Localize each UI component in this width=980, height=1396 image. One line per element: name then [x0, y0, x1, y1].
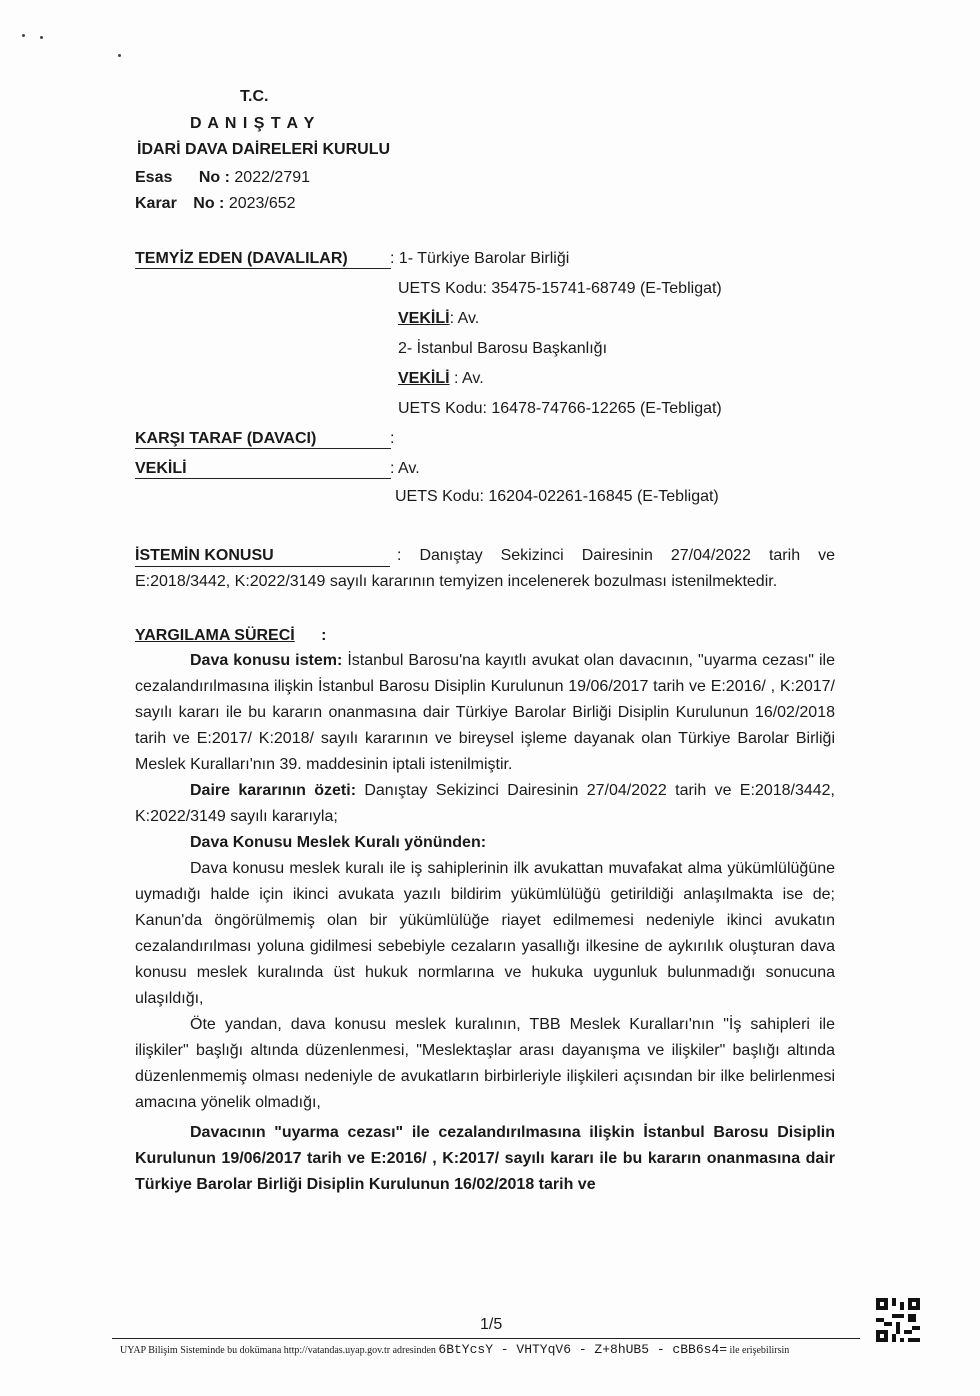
karsi-value: : [390, 430, 395, 447]
yargilama-title: YARGILAMA SÜRECİ [135, 627, 295, 644]
page-number: 1/5 [480, 1316, 503, 1333]
istem-text: : Danıştay Sekizinci Dairesinin 27/04/2022 tarih ve E:2018/3442, K:2022/3149 sayılı kararının temyizen incelenerek bozulması istenilmektedir. [135, 547, 835, 590]
temyiz-1: : 1- Türkiye Barolar Birliği [390, 250, 570, 267]
header-kurul: İDARİ DAVA DAİRELERİ KURULU [137, 141, 391, 158]
scan-speck [40, 36, 43, 39]
karar-label: Karar [135, 195, 177, 212]
karar-row [135, 191, 296, 217]
paragraph-davaci-cezasi: Davacının "uyarma cezası" ile cezalandırılmasına ilişkin İstanbul Barosu Disiplin Kurulunun 19/06/2017 tarih ve E:2016/ , K:2017/ sayılı kararı ile bu kararın onanmasına dair Türkiye Barolar Birliği Disiplin Kurulunun 16/02/2018 tarih ve [135, 1124, 835, 1193]
scan-speck [22, 34, 25, 37]
header-tc: T.C. [240, 88, 269, 105]
paragraph-heading: Dava konusu istem: [190, 652, 343, 669]
footer-divider [112, 1338, 860, 1339]
vekil-value: : Av. [454, 370, 484, 387]
header-danistay: D A N I Ş T A Y [190, 115, 316, 132]
yargilama-colon: : [321, 627, 327, 644]
temyiz-2-vekil-row [398, 366, 484, 392]
paragraph-meslek-kurali: Dava konusu meslek kuralı ile iş sahiplerinin ilk avukattan muvafakat alma yükümlülüğüne uymadığı halde için ikinci avukata yazılı bildirim yükümlülüğü getirildiği anlaşılmakta ise de; Kanun'da öngörülmemiş olan bir yükümlülüğe riayet edilmemesi nedeniyle ikinci avukatın cezalandırılması yoluna gidilmesi sebebiyle cezaların yasallığı ilkesine de aykırılık oluşturan dava konusu meslek kuralında üst hukuk normlarına ve hukuka uygunluk bulunmadığı sonucuna ulaşıldığı, [135, 860, 835, 1007]
paragraph-text: İstanbul Barosu'na kayıtlı avukat olan davacının, "uyarma cezası" ile cezalandırılmasına ilişkin İstanbul Barosu Disiplin Kurulunun 19/06/2017 tarih ve E:2016/ , K:2017/ sayılı kararı ile bu kararın onanmasına dair Türkiye Barolar Birliği Disiplin Kurulunun 16/02/2018 tarih ve E:2017/ K:2018/ sayılı kararının ve bireysel işleme dayanak olan Türkiye Barolar Birliği Meslek Kuralları'nın 39. maddesinin iptali istenilmiştir. [135, 652, 836, 773]
paragraph-text: Danıştay Sekizinci Dairesinin 27/04/2022 tarih ve E:2018/3442, K:2022/3149 sayılı kararıyla; [135, 782, 835, 825]
vekil-label: VEKİLİ [398, 310, 450, 327]
yargilama-label [135, 623, 327, 649]
yargilama-body [135, 648, 835, 1198]
paragraph-daire-karari [135, 778, 835, 830]
footer [120, 1342, 860, 1357]
temyiz-2-uets: UETS Kodu: 16478-74766-12265 (E-Tebligat) [398, 400, 722, 417]
footer-suffix: ile erişebilirsin [729, 1345, 790, 1356]
paragraph-ote-yandan: Öte yandan, dava konusu meslek kuralının, TBB Meslek Kuralları'nın "İş sahipleri ile ilişkiler" başlığı altında düzenlenmesi, "Meslektaşlar arası dayanışma ve ilişkiler" başlığı altında düzenlenmemiş olması nedeniyle de avukatların birbirleriyle ilişkileri açısından bir ilke belirlenmesi amacına yönelik olmadığı, [135, 1016, 835, 1111]
temyiz-1-uets: UETS Kodu: 35475-15741-68749 (E-Tebligat) [398, 280, 722, 297]
underline [135, 448, 391, 449]
esas-no-label: No : [198, 169, 230, 186]
qr-code-icon [876, 1298, 920, 1342]
temyiz-2: 2- İstanbul Barosu Başkanlığı [398, 340, 608, 357]
underline [135, 478, 391, 479]
vekil-label: VEKİLİ [135, 460, 187, 477]
vekil-uets: UETS Kodu: 16204-02261-16845 (E-Tebligat) [395, 488, 719, 505]
vekil-value: : Av. [449, 310, 480, 327]
paragraph-dava-konusu [135, 648, 835, 778]
karar-no-label: No : [193, 195, 225, 212]
karsi-label: KARŞI TARAF (DAVACI) [135, 430, 317, 447]
underline [135, 268, 391, 269]
paragraph-meslek-kurali-heading: Dava Konusu Meslek Kuralı yönünden: [190, 834, 487, 851]
vekil-label: VEKİLİ [398, 370, 450, 387]
esas-row [135, 165, 310, 191]
footer-code: 6BtYcsY - VHTYqV6 - Z+8hUB5 - cBB6s4= [438, 1342, 728, 1357]
paragraph-heading: Daire kararının özeti: [190, 782, 357, 799]
esas-no: 2022/2791 [234, 169, 311, 186]
temyiz-label: TEMYİZ EDEN (DAVALILAR) [135, 250, 348, 267]
vekil-value: : Av. [390, 460, 420, 477]
karar-no: 2023/652 [228, 195, 296, 212]
temyiz-1-vekil-row [398, 306, 479, 332]
istem-label: İSTEMİN KONUSU [135, 547, 274, 564]
esas-label: Esas [135, 169, 173, 186]
footer-text: UYAP Bilişim Sisteminde bu dokümana http://vatandas.uyap.gov.tr adresinden [120, 1345, 436, 1356]
scan-speck [118, 54, 121, 57]
